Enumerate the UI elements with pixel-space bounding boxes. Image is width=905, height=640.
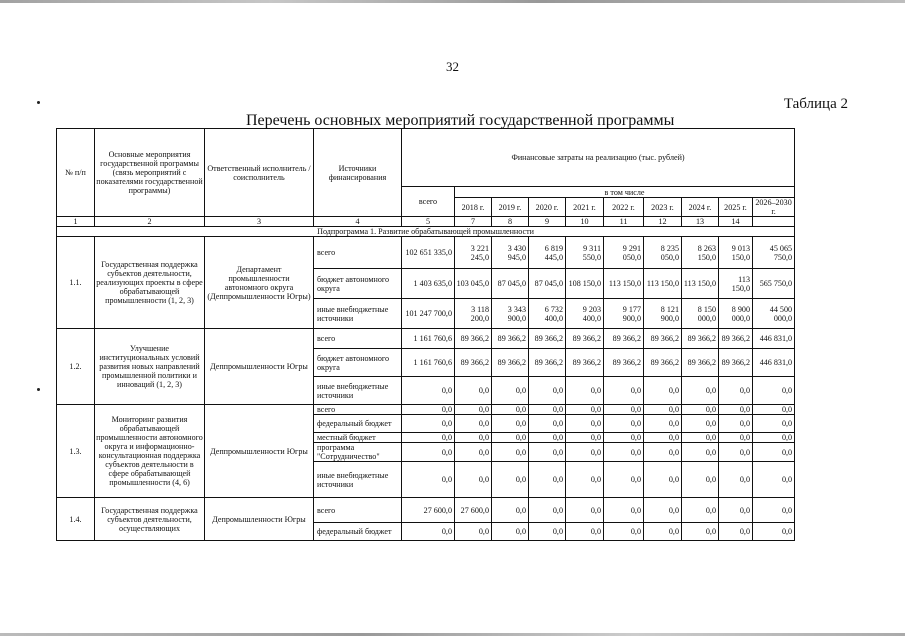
amount-year: 0,0 bbox=[604, 443, 644, 462]
amount-year: 0,0 bbox=[644, 443, 682, 462]
funding-source: всего bbox=[314, 405, 402, 415]
column-number: 11 bbox=[604, 217, 644, 227]
amount-year: 0,0 bbox=[529, 415, 566, 433]
funding-source: иные внебюджетные источники bbox=[314, 377, 402, 405]
header-year: 2020 г. bbox=[529, 198, 566, 217]
funding-source: бюджет автономного округа bbox=[314, 349, 402, 377]
amount-year: 8 150 000,0 bbox=[682, 299, 719, 329]
amount-year: 89 366,2 bbox=[529, 329, 566, 349]
scan-dot bbox=[37, 388, 40, 391]
amount-year: 3 343 900,0 bbox=[492, 299, 529, 329]
amount-year: 0,0 bbox=[455, 377, 492, 405]
amount-year: 8 900 000,0 bbox=[719, 299, 753, 329]
amount-year: 9 291 050,0 bbox=[604, 237, 644, 269]
responsible-executor: Деппромышленности Югры bbox=[205, 329, 314, 405]
page-number: 32 bbox=[446, 59, 459, 74]
amount-year: 0,0 bbox=[455, 415, 492, 433]
amount-year: 0,0 bbox=[682, 462, 719, 498]
responsible-executor: Депромышленности Югры bbox=[205, 498, 314, 541]
amount-year: 0,0 bbox=[604, 462, 644, 498]
amount-year: 0,0 bbox=[753, 523, 795, 541]
activity-number: 1.3. bbox=[57, 405, 95, 498]
activity-name: Мониторинг развития обрабатывающей промышленности автономного округа и информационно-консультационная поддержка субъектов деятельности в сфере обрабатывающей промышленности (4, 6) bbox=[95, 405, 205, 498]
header-executor: Ответственный исполнитель / соисполнитель bbox=[205, 129, 314, 217]
amount-year: 0,0 bbox=[753, 377, 795, 405]
responsible-executor: Деппромышленности Югры bbox=[205, 405, 314, 498]
amount-year: 0,0 bbox=[604, 415, 644, 433]
column-number: 12 bbox=[644, 217, 682, 227]
amount-year: 6 732 400,0 bbox=[529, 299, 566, 329]
amount-year: 0,0 bbox=[455, 523, 492, 541]
amount-year: 0,0 bbox=[455, 405, 492, 415]
amount-total: 0,0 bbox=[402, 405, 455, 415]
amount-year: 0,0 bbox=[529, 443, 566, 462]
amount-year: 0,0 bbox=[492, 523, 529, 541]
header-year: 2024 г. bbox=[682, 198, 719, 217]
amount-year: 89 366,2 bbox=[566, 349, 604, 377]
amount-year: 0,0 bbox=[529, 405, 566, 415]
column-number: 4 bbox=[314, 217, 402, 227]
amount-year: 0,0 bbox=[682, 405, 719, 415]
amount-year: 9 311 550,0 bbox=[566, 237, 604, 269]
header-financing: Финансовые затраты на реализацию (тыс. рублей) bbox=[402, 129, 795, 187]
amount-year: 0,0 bbox=[604, 523, 644, 541]
amount-year: 0,0 bbox=[753, 433, 795, 443]
column-number bbox=[753, 217, 795, 227]
amount-year: 0,0 bbox=[719, 462, 753, 498]
amount-year: 0,0 bbox=[644, 405, 682, 415]
amount-year: 89 366,2 bbox=[529, 349, 566, 377]
amount-total: 0,0 bbox=[402, 462, 455, 498]
column-number: 13 bbox=[682, 217, 719, 227]
amount-year: 0,0 bbox=[682, 415, 719, 433]
amount-year: 0,0 bbox=[492, 462, 529, 498]
column-number: 14 bbox=[719, 217, 753, 227]
amount-year: 0,0 bbox=[682, 443, 719, 462]
amount-year: 0,0 bbox=[644, 415, 682, 433]
table-row bbox=[57, 329, 795, 349]
amount-total: 1 161 760,6 bbox=[402, 349, 455, 377]
amount-year: 0,0 bbox=[682, 377, 719, 405]
scan-dot bbox=[37, 101, 40, 104]
amount-year: 0,0 bbox=[682, 498, 719, 523]
amount-year: 0,0 bbox=[492, 405, 529, 415]
column-number: 1 bbox=[57, 217, 95, 227]
header-no: № п/п bbox=[57, 129, 95, 217]
funding-source: всего bbox=[314, 498, 402, 523]
amount-year: 89 366,2 bbox=[492, 329, 529, 349]
header-sources: Источники финансирования bbox=[314, 129, 402, 217]
header-year: 2021 г. bbox=[566, 198, 604, 217]
amount-year: 0,0 bbox=[753, 498, 795, 523]
amount-year: 0,0 bbox=[719, 523, 753, 541]
amount-year: 0,0 bbox=[529, 462, 566, 498]
amount-year: 0,0 bbox=[682, 433, 719, 443]
program-activities-table bbox=[56, 128, 795, 541]
header-total: всего bbox=[402, 187, 455, 217]
amount-year: 0,0 bbox=[566, 498, 604, 523]
amount-year: 89 366,2 bbox=[604, 329, 644, 349]
amount-year: 0,0 bbox=[719, 415, 753, 433]
amount-year: 0,0 bbox=[455, 433, 492, 443]
amount-year: 0,0 bbox=[455, 462, 492, 498]
amount-year: 89 366,2 bbox=[455, 329, 492, 349]
funding-source: всего bbox=[314, 329, 402, 349]
subprogram-title: Подпрограмма 1. Развитие обрабатывающей промышленности bbox=[57, 227, 795, 237]
funding-source: программа "Сотрудничество" bbox=[314, 443, 402, 462]
amount-year: 0,0 bbox=[753, 462, 795, 498]
amount-year: 0,0 bbox=[492, 443, 529, 462]
column-number: 5 bbox=[402, 217, 455, 227]
amount-year: 0,0 bbox=[492, 377, 529, 405]
amount-year: 27 600,0 bbox=[455, 498, 492, 523]
amount-year: 0,0 bbox=[719, 377, 753, 405]
activity-name: Государственная поддержка субъектов деятельности, осуществляющих bbox=[95, 498, 205, 541]
amount-year: 108 150,0 bbox=[566, 269, 604, 299]
amount-year: 113 150,0 bbox=[682, 269, 719, 299]
amount-year: 9 177 900,0 bbox=[604, 299, 644, 329]
funding-source: иные внебюджетные источники bbox=[314, 299, 402, 329]
header-year: 2022 г. bbox=[604, 198, 644, 217]
amount-year: 0,0 bbox=[492, 498, 529, 523]
amount-year: 0,0 bbox=[566, 433, 604, 443]
amount-year: 89 366,2 bbox=[604, 349, 644, 377]
amount-year: 0,0 bbox=[719, 443, 753, 462]
amount-year: 3 118 200,0 bbox=[455, 299, 492, 329]
activity-number: 1.4. bbox=[57, 498, 95, 541]
amount-total: 102 651 335,0 bbox=[402, 237, 455, 269]
amount-year: 9 013 150,0 bbox=[719, 237, 753, 269]
activity-number: 1.2. bbox=[57, 329, 95, 405]
funding-source: местный бюджет bbox=[314, 433, 402, 443]
table-label: Таблица 2 bbox=[783, 96, 848, 112]
activity-name: Государственная поддержка субъектов деятельности, реализующих проекты в сфере обрабатывающей промышленности (1, 2, 3) bbox=[95, 237, 205, 329]
amount-total: 0,0 bbox=[402, 433, 455, 443]
funding-source: федеральный бюджет bbox=[314, 415, 402, 433]
funding-source: бюджет автономного округа bbox=[314, 269, 402, 299]
column-number: 8 bbox=[492, 217, 529, 227]
amount-year: 0,0 bbox=[529, 377, 566, 405]
amount-year: 103 045,0 bbox=[455, 269, 492, 299]
amount-year: 87 045,0 bbox=[529, 269, 566, 299]
header-year: 2018 г. bbox=[455, 198, 492, 217]
amount-year: 6 819 445,0 bbox=[529, 237, 566, 269]
amount-total: 27 600,0 bbox=[402, 498, 455, 523]
amount-year: 89 366,2 bbox=[719, 349, 753, 377]
amount-year: 3 221 245,0 bbox=[455, 237, 492, 269]
amount-year: 0,0 bbox=[644, 433, 682, 443]
amount-year: 0,0 bbox=[719, 498, 753, 523]
amount-year: 8 263 150,0 bbox=[682, 237, 719, 269]
header-activity: Основные мероприятия государственной программы (связь мероприятий с показателями государственной программы) bbox=[95, 129, 205, 217]
responsible-executor: Департамент промышленности автономного округа (Деппромышленности Югры) bbox=[205, 237, 314, 329]
amount-year: 89 366,2 bbox=[682, 349, 719, 377]
amount-year: 113 150,0 bbox=[644, 269, 682, 299]
activity-number: 1.1. bbox=[57, 237, 95, 329]
amount-year: 87 045,0 bbox=[492, 269, 529, 299]
funding-source: иные внебюджетные источники bbox=[314, 462, 402, 498]
amount-year: 0,0 bbox=[753, 405, 795, 415]
amount-year: 446 831,0 bbox=[753, 329, 795, 349]
amount-year: 0,0 bbox=[682, 523, 719, 541]
scan-edge-bottom bbox=[0, 633, 905, 636]
amount-year: 0,0 bbox=[719, 433, 753, 443]
amount-year: 0,0 bbox=[566, 415, 604, 433]
amount-year: 89 366,2 bbox=[644, 329, 682, 349]
amount-year: 45 065 750,0 bbox=[753, 237, 795, 269]
column-number: 10 bbox=[566, 217, 604, 227]
amount-year: 89 366,2 bbox=[455, 349, 492, 377]
amount-year: 89 366,2 bbox=[682, 329, 719, 349]
header-year: 2023 г. bbox=[644, 198, 682, 217]
amount-year: 113 150,0 bbox=[604, 269, 644, 299]
amount-year: 89 366,2 bbox=[492, 349, 529, 377]
amount-year: 0,0 bbox=[492, 433, 529, 443]
amount-year: 89 366,2 bbox=[719, 329, 753, 349]
column-number: 9 bbox=[529, 217, 566, 227]
header-year: 2026–2030 г. bbox=[753, 198, 795, 217]
amount-year: 0,0 bbox=[566, 523, 604, 541]
amount-year: 89 366,2 bbox=[644, 349, 682, 377]
amount-year: 8 121 900,0 bbox=[644, 299, 682, 329]
amount-year: 0,0 bbox=[644, 498, 682, 523]
table-row bbox=[57, 498, 795, 523]
amount-year: 0,0 bbox=[566, 462, 604, 498]
header-including: в том числе bbox=[455, 187, 795, 198]
amount-year: 44 500 000,0 bbox=[753, 299, 795, 329]
amount-year: 0,0 bbox=[604, 498, 644, 523]
activity-name: Улучшение институциональных условий развития новых направлений промышленной политики и инноваций (1, 2, 3) bbox=[95, 329, 205, 405]
amount-total: 0,0 bbox=[402, 443, 455, 462]
column-number: 2 bbox=[95, 217, 205, 227]
scan-edge-top bbox=[0, 0, 905, 3]
amount-year: 0,0 bbox=[753, 443, 795, 462]
column-number: 3 bbox=[205, 217, 314, 227]
amount-year: 0,0 bbox=[753, 415, 795, 433]
funding-source: федеральный бюджет bbox=[314, 523, 402, 541]
amount-year: 89 366,2 bbox=[566, 329, 604, 349]
amount-total: 0,0 bbox=[402, 377, 455, 405]
amount-year: 113 150,0 bbox=[719, 269, 753, 299]
amount-year: 9 203 400,0 bbox=[566, 299, 604, 329]
amount-year: 0,0 bbox=[604, 377, 644, 405]
amount-total: 0,0 bbox=[402, 415, 455, 433]
amount-year: 565 750,0 bbox=[753, 269, 795, 299]
amount-year: 0,0 bbox=[566, 405, 604, 415]
amount-year: 0,0 bbox=[529, 498, 566, 523]
document-title: Перечень основных мероприятий государственной программы bbox=[246, 112, 675, 129]
amount-year: 0,0 bbox=[529, 523, 566, 541]
funding-source: всего bbox=[314, 237, 402, 269]
amount-total: 101 247 700,0 bbox=[402, 299, 455, 329]
amount-year: 0,0 bbox=[529, 433, 566, 443]
amount-year: 0,0 bbox=[604, 405, 644, 415]
amount-year: 446 831,0 bbox=[753, 349, 795, 377]
header-year: 2025 г. bbox=[719, 198, 753, 217]
amount-year: 0,0 bbox=[492, 415, 529, 433]
table-row bbox=[57, 405, 795, 415]
amount-year: 0,0 bbox=[566, 377, 604, 405]
amount-year: 3 430 945,0 bbox=[492, 237, 529, 269]
column-number: 7 bbox=[455, 217, 492, 227]
amount-year: 8 235 050,0 bbox=[644, 237, 682, 269]
amount-total: 1 161 760,6 bbox=[402, 329, 455, 349]
amount-year: 0,0 bbox=[455, 443, 492, 462]
amount-year: 0,0 bbox=[566, 443, 604, 462]
amount-year: 0,0 bbox=[644, 523, 682, 541]
amount-total: 0,0 bbox=[402, 523, 455, 541]
amount-year: 0,0 bbox=[719, 405, 753, 415]
amount-total: 1 403 635,0 bbox=[402, 269, 455, 299]
amount-year: 0,0 bbox=[604, 433, 644, 443]
header-year: 2019 г. bbox=[492, 198, 529, 217]
amount-year: 0,0 bbox=[644, 377, 682, 405]
amount-year: 0,0 bbox=[644, 462, 682, 498]
table-row bbox=[57, 237, 795, 269]
